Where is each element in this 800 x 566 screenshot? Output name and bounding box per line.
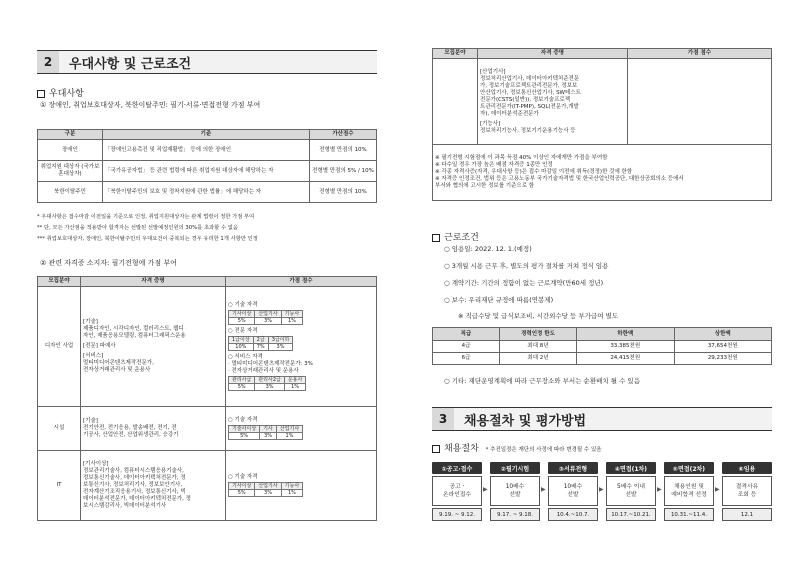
- table-header: 상한액: [674, 328, 772, 341]
- step-date: 9.19. ~ 9.12.: [432, 508, 482, 521]
- score-mini-table: 기사이상 산업기사 기능사 5% 3% 1%: [228, 482, 303, 497]
- table-header: 자격 증명: [81, 277, 226, 287]
- arrow-right-icon: ▶: [541, 486, 546, 493]
- table-header: 가점 점수: [226, 277, 377, 287]
- step-body-line: 선발: [567, 492, 579, 498]
- table-row: 취업지원 대상자 (국가보훈대상자) 「국가유공자법」 등 관련 법령에 따른 취업지원 대상자에 해당하는 자 전형별 만점의 5% / 10%: [38, 161, 377, 182]
- preference-heading: 우대사항: [37, 86, 84, 99]
- square-bullet-icon: [37, 90, 45, 98]
- step-body-line: 온라인접수: [443, 492, 471, 498]
- table-header: 가점 점수: [628, 49, 772, 59]
- table-header: 모집분야: [433, 49, 478, 59]
- table-header: 하한액: [577, 328, 675, 341]
- step-body-line: 예비합격 선정: [671, 492, 707, 498]
- section-number: 3: [432, 408, 454, 430]
- cert-list: [기사이상] 정보관리기술사, 컴퓨터시스템응용기술사, 정보통신기술사, 데이터아키텍처전문가, 정 보통신기사, 정보처리기사, 정보보안기사, 전자계산기조직응용기사, 정보통신기사, 빅 데이터분석전문가, 데이터아키텍처전문가, 정 보시스템감리사, 빅데이터분석기사: [81, 451, 226, 521]
- score-cell: ○ 기술 자격 기사이상 산업기사 기능사 5% 3% 1% ○ 전문 자격 1급이상 2급 3급이하 10% 7% 3% ○ 서비스 자격 · 멀티미디어콘텐츠제작전문가: 3% · 전자상거래관리사 및 운용사 관리사급 관리사2급 운용사 5% 3% 1%: [226, 287, 377, 407]
- step-body-line: 채용인원 및: [674, 484, 704, 490]
- score-mini-table: 관리사급 관리사2급 운용사 5% 3% 1%: [228, 376, 306, 391]
- condition-item: ○ 계약기간: 기간의 정함이 없는 근로계약(만60세 정년): [444, 279, 604, 287]
- condition-sub-note: ※ 직급수당 및 급식보조비, 시간외수당 등 부가급여 별도: [458, 312, 619, 320]
- step-date: 12.1: [722, 508, 772, 521]
- arrow-right-icon: ▶: [599, 486, 604, 493]
- table-header: 구분: [38, 130, 103, 140]
- step-head: ⑤면접(2차): [664, 462, 714, 474]
- section-2-header: [37, 50, 377, 74]
- step-body-line: 공고 ·: [449, 484, 465, 490]
- square-bullet-icon: [432, 445, 440, 453]
- score-mini-table: 기사이상 산업기사 기능사 5% 3% 1%: [228, 310, 303, 325]
- preference-note: *** 취업보호대상자, 장애인, 북한이탈주민의 우대요건이 중복되는 경우 유리한 1개 사항만 인정: [37, 236, 258, 242]
- table-header: 가산점수: [310, 130, 377, 140]
- score-mini-table: 1급이상 2급 3급이하 10% 7% 3%: [228, 336, 293, 351]
- section-title: 채용절차 및 평가방법: [464, 413, 587, 429]
- table-row: 디자인 사업 [기술] 제품디자인, 시각디자인, 컬러리스트, 웹디 자인, 제품응용모델링, 컴퓨터그래픽스운용 [전문] 파예사 [서비스] 멀티미디어콘텐츠제작전문가, 전자상거래관리사 및 운용사 ○ 기술 자격 기사이상 산업기사 기능사 5% 3% 1% ○ 전문 자격 1급이상 2급 3급이하 10% 7% 3% ○ 서비스 자격 · 멀티미디어콘텐츠제작전문가: 3% · 전자상거래관리사 및 운용사 관리사급 관리사2급 운용사 5% 3% 1%: [38, 287, 377, 407]
- table-header: 경력인정 한도: [500, 328, 577, 341]
- table-row: [433, 59, 772, 145]
- step-body-line: 10배수: [563, 484, 583, 490]
- condition-item: ○ 임용일: 2022. 12. 1.(예정): [444, 245, 532, 253]
- score-mini-table: 기술사이상 기사 산업기사 5% 3% 1%: [228, 425, 303, 440]
- cert-notes: ※ 필기전형 시험점에 이 과목 득점 40% 이상인 자에게만 가점을 부여함 ※ 다수일 경우 가장 높은 배점 자격증 1종만 인정 ※ 각종 자격사증(자격, 우대사항 등)은 접수 마감일 이전에 취득(경정)한 것에 한함 ※ 자격증 인정조건, 법위 등은 고용노동부 국가기술자격법 및 한국산업인력공단, 대한상공회의소 등에서 부서와 협의에 고시한 정보를 기준으로 함: [433, 145, 772, 201]
- step-date: 10.31.~11.4.: [664, 508, 714, 521]
- cert-table: [37, 276, 377, 521]
- pay-table: [432, 327, 772, 365]
- table-row: IT [기사이상] 정보관리기술사, 컴퓨터시스템응용기술사, 정보통신기술사, 데이터아키텍처전문가, 정 보통신기사, 정보처리기사, 정보보안기사, 전자계산기조직응용기사, 정보통신기사, 빅 데이터분석전문가, 데이터아키텍처전문가, 정 보시스템감리사, 빅데이터분석기사 ○ 기술 자격 기사이상 산업기사 기능사 5% 3% 1%: [38, 451, 377, 521]
- step-body-line: 5배수 이내: [617, 484, 645, 490]
- preference-note: * 우대사항은 접수마감 이전일을 기준으로 인정, 취업지원대상자는 관계 법령이 정한 가점 부여: [37, 214, 255, 220]
- step-body-line: 결격사유: [735, 484, 759, 490]
- step-date: 10.4.~10.7.: [548, 508, 598, 521]
- step-body: [548, 476, 598, 506]
- preference-item-1: ① 장애인, 취업보호대상자, 북한이탈주민: 필기·서류·면접전형 가점 부여: [40, 101, 261, 109]
- cert-list: [기술] 전기안전, 전기응용, 발송배전, 전기, 전 기공사, 산업안전, 산업위생관리, 승강기: [81, 407, 226, 451]
- table-header: 기준: [103, 130, 310, 140]
- table-header: 직급: [433, 328, 500, 341]
- step-body: [606, 476, 656, 506]
- step-body-line: 선발: [625, 492, 637, 498]
- right-page: [400, 0, 800, 566]
- step-date: 9.17. ~ 9.18.: [490, 508, 540, 521]
- step-body: [722, 476, 772, 506]
- arrow-right-icon: ▶: [715, 486, 720, 493]
- step-head: ④면접(1차): [606, 462, 656, 474]
- step-head: ①공고·접수: [432, 462, 482, 474]
- square-bullet-icon: [432, 234, 440, 242]
- table-row: [433, 145, 772, 201]
- condition-misc: ○ 기타: 재단운영계획에 따라 근무장소와 부서는 순환배치 될 수 있음: [444, 377, 640, 385]
- step-body-line: 조회 등: [737, 492, 757, 498]
- table-row: 시설 [기술] 전기안전, 전기응용, 발송배전, 전기, 전 기공사, 산업안전, 산업위생관리, 승강기 ○ 기술 자격 기술사이상 기사 산업기사 5% 3% 1%: [38, 407, 377, 451]
- arrow-right-icon: ▶: [657, 486, 662, 493]
- step-head: ⑥임용: [722, 462, 772, 474]
- table-header: 자격 증명: [478, 49, 628, 59]
- score-cell: ○ 기술 자격 기술사이상 기사 산업기사 5% 3% 1%: [226, 407, 377, 451]
- step-body: [432, 476, 482, 506]
- section-number: 2: [37, 51, 59, 73]
- step-body-line: 선발: [509, 492, 521, 498]
- procedure-heading: 채용절차 * 추진일정은 재단의 사정에 따라 변경될 수 있음: [432, 441, 602, 454]
- step-date: 10.17.~10.21.: [606, 508, 656, 521]
- condition-item: ○ 보수: 우리재단 규정에 따름(연봉제): [444, 296, 554, 304]
- conditions-heading: 근로조건: [432, 230, 479, 243]
- arrow-right-icon: ▶: [483, 486, 488, 493]
- cert-list: [산업기사] 정보처리산업기사, 데이터아키텍처준전문 가, 정보기술프로젝트관리전문가, 정보보 안산업기사, 정보통신산업기사, SW테스트 전문가(CSTS(일반)), 정보기술프로젝 트관리전문가(IT-PMP), SQL(전문가,개발 자), 데이터분석준전문가 [기능사] 정보처리기능사, 정보기기운용기능사 등: [478, 59, 628, 145]
- preference-note: ** 단, 모든 가산점을 적용받아 합격자는 선발된 선발예정인원의 30%를 초과할 수 없음: [37, 225, 239, 231]
- section-title: 우대사항 및 근로조건: [69, 56, 192, 72]
- score-cell: ○ 기술 자격 기사이상 산업기사 기능사 5% 3% 1%: [226, 451, 377, 521]
- table-row: 6급 최대 2년 24,415천원 29,233천원: [433, 353, 772, 365]
- preference-table: [37, 129, 377, 203]
- cert-table-continued: [432, 48, 772, 201]
- table-row: 4급 최대 8년 33,385천원 37,654천원: [433, 341, 772, 353]
- step-body-line: 10배수: [505, 484, 525, 490]
- step-body: [490, 476, 540, 506]
- step-head: ②필기시험: [490, 462, 540, 474]
- condition-item: ○ 3개월 시용 근무 후, 별도의 평가 절차를 거쳐 정식 임용: [444, 262, 609, 270]
- table-header: 모집분야: [38, 277, 81, 287]
- table-row: 북한이탈주민 「북한이탈주민의 보호 및 정착지원에 관한 법률」에 해당하는 자 전형별 만점의 10%: [38, 182, 377, 203]
- step-head: ③서류전형: [548, 462, 598, 474]
- cert-list: [기술] 제품디자인, 시각디자인, 컬러리스트, 웹디 자인, 제품응용모델링, 컴퓨터그래픽스운용 [전문] 파예사 [서비스] 멀티미디어콘텐츠제작전문가, 전자상거래관리사 및 운용사: [81, 287, 226, 407]
- preference-item-2: ② 관련 자격증 소지자: 필기전형에 가점 부여: [40, 259, 177, 267]
- section-3-header: [432, 407, 772, 431]
- table-row: 장애인 「장애인고용촉진 및 직업재활법」 등에 의한 장애인 전형별 만점의 10%: [38, 140, 377, 161]
- step-body: [664, 476, 714, 506]
